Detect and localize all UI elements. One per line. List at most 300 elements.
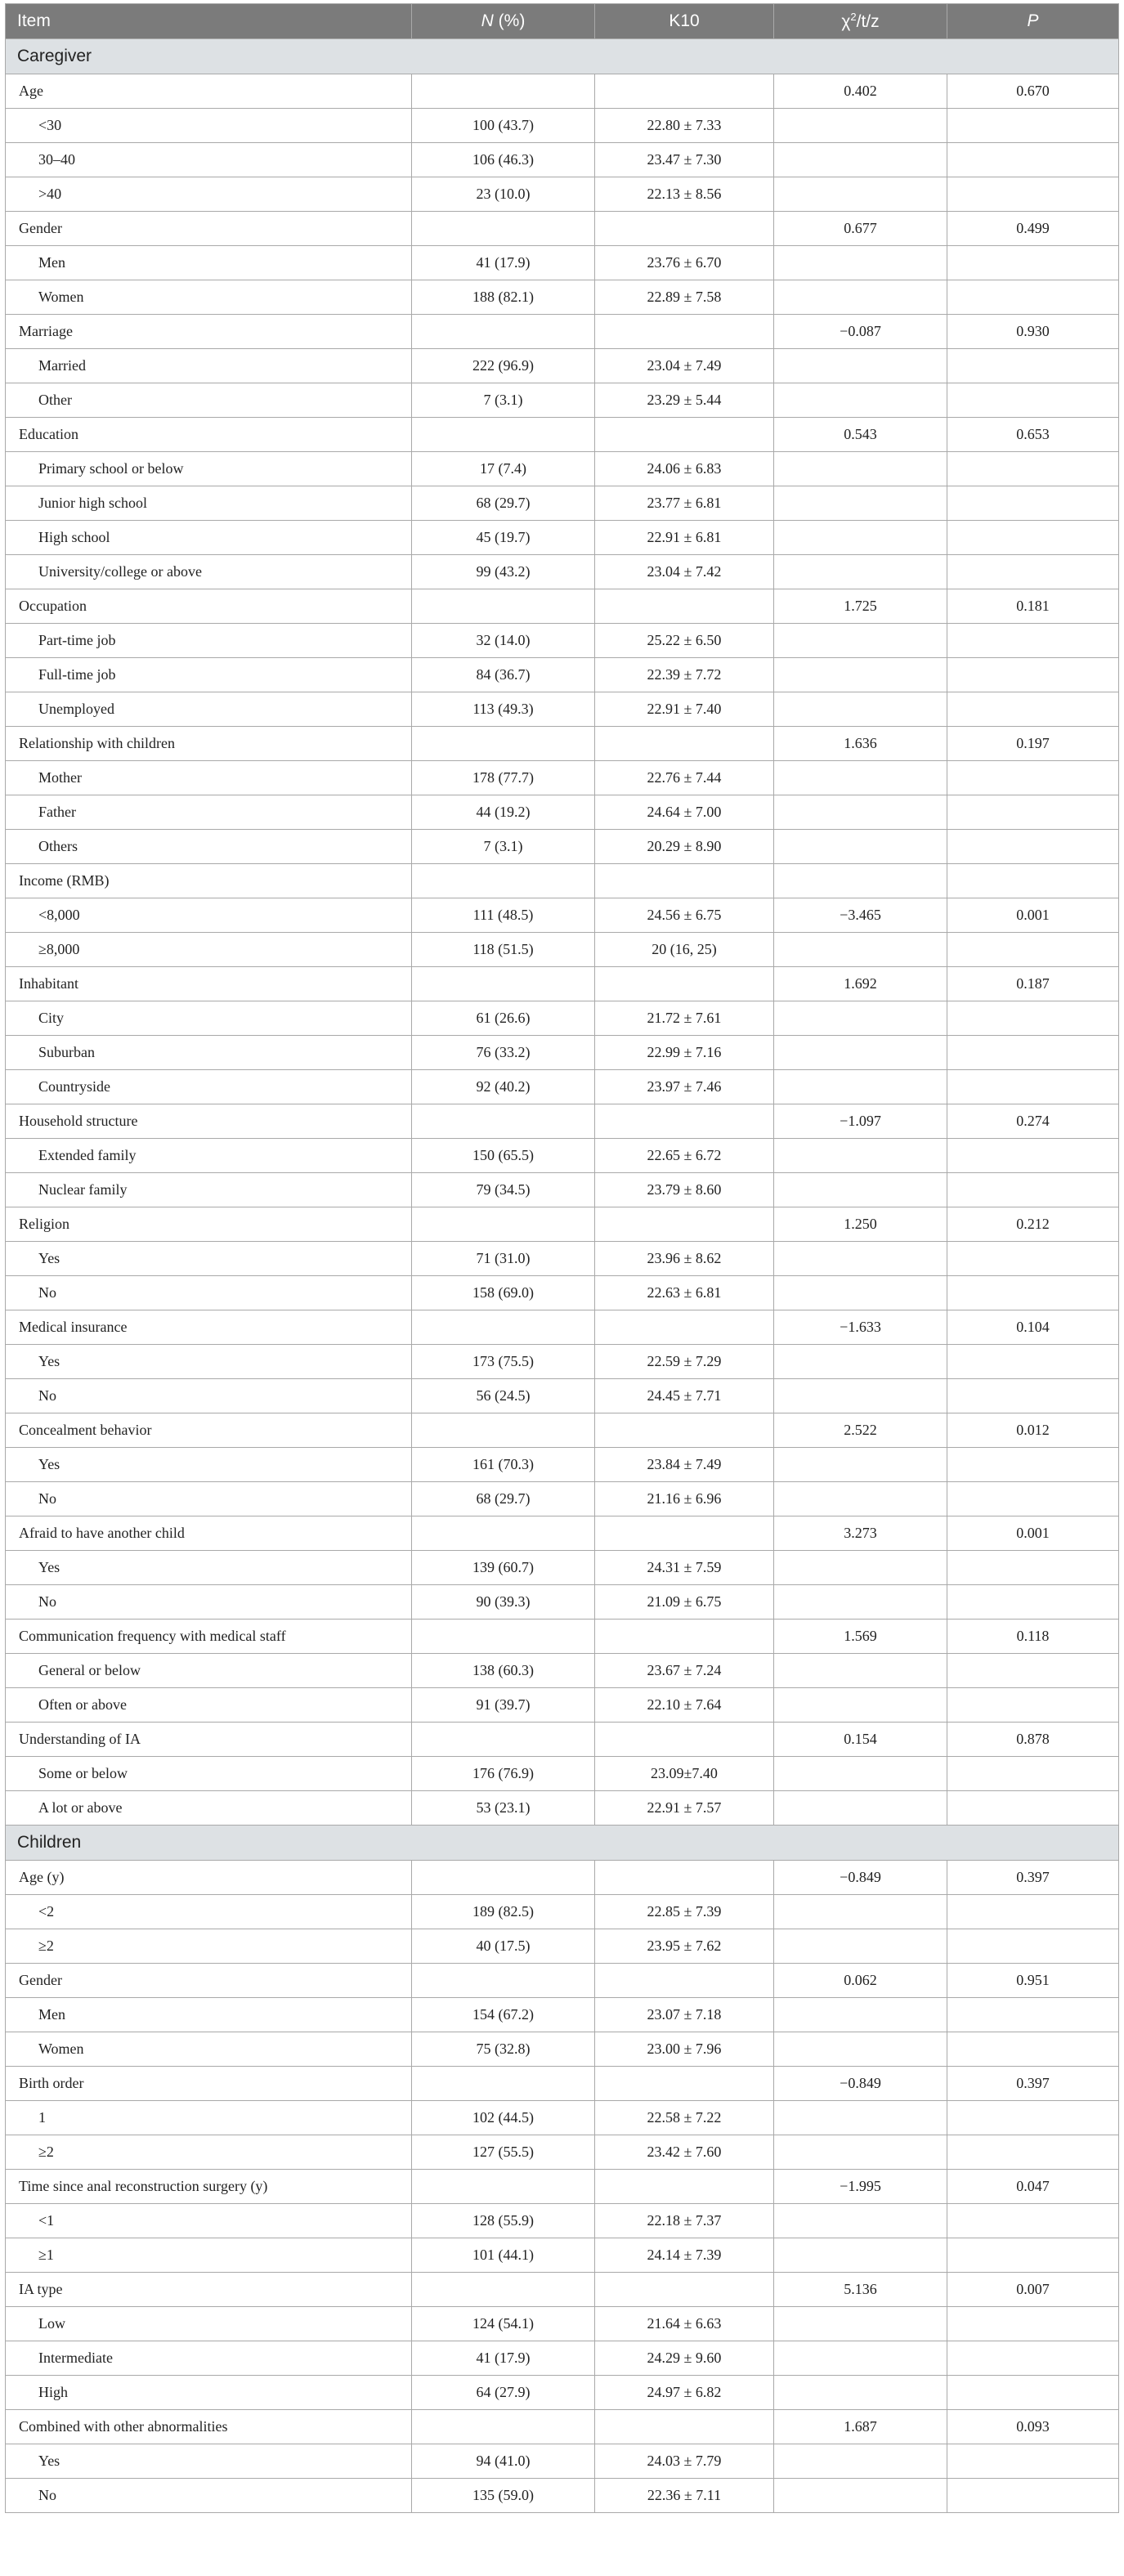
p-cell — [947, 1173, 1119, 1207]
k10-cell — [595, 315, 774, 349]
n-cell — [412, 2067, 595, 2101]
table-row — [6, 143, 1119, 177]
table-row — [6, 1070, 1119, 1104]
k10-cell: 23.67 ± 7.24 — [595, 1654, 774, 1688]
k10-cell: 22.89 ± 7.58 — [595, 280, 774, 315]
table-row — [6, 383, 1119, 418]
table-row — [6, 1688, 1119, 1723]
n-cell: 71 (31.0) — [412, 1242, 595, 1276]
row-label: No — [6, 1482, 412, 1516]
table-row — [6, 521, 1119, 555]
table-row — [6, 1482, 1119, 1516]
p-cell: 0.197 — [947, 727, 1119, 761]
k10-cell: 23.97 ± 7.46 — [595, 1070, 774, 1104]
row-label: Primary school or below — [6, 452, 412, 486]
n-cell: 41 (17.9) — [412, 246, 595, 280]
header-p: P — [947, 4, 1119, 39]
stat-cell — [774, 2307, 947, 2341]
k10-cell: 24.56 ± 6.75 — [595, 898, 774, 933]
table-row — [6, 2101, 1119, 2135]
p-cell: 0.001 — [947, 898, 1119, 933]
p-cell: 0.012 — [947, 1413, 1119, 1448]
table-row — [6, 1895, 1119, 1929]
row-label: Others — [6, 830, 412, 864]
n-cell: 102 (44.5) — [412, 2101, 595, 2135]
p-cell — [947, 1585, 1119, 1620]
k10-cell: 23.07 ± 7.18 — [595, 1998, 774, 2032]
n-cell: 90 (39.3) — [412, 1585, 595, 1620]
k10-cell: 22.36 ± 7.11 — [595, 2479, 774, 2513]
stat-cell — [774, 830, 947, 864]
table-row — [6, 1551, 1119, 1585]
table-row — [6, 2204, 1119, 2238]
p-cell — [947, 1551, 1119, 1585]
p-cell — [947, 486, 1119, 521]
n-cell: 188 (82.1) — [412, 280, 595, 315]
table-row — [6, 2444, 1119, 2479]
p-cell — [947, 452, 1119, 486]
p-cell — [947, 1757, 1119, 1791]
row-label: >40 — [6, 177, 412, 212]
stat-cell — [774, 1276, 947, 1310]
stat-cell — [774, 2101, 947, 2135]
row-label: Other — [6, 383, 412, 418]
k10-cell: 22.80 ± 7.33 — [595, 109, 774, 143]
n-cell: 76 (33.2) — [412, 1036, 595, 1070]
table-row — [6, 177, 1119, 212]
row-label: A lot or above — [6, 1791, 412, 1826]
k10-cell: 23.95 ± 7.62 — [595, 1929, 774, 1964]
group-label: Relationship with children — [6, 727, 412, 761]
row-label: Full-time job — [6, 658, 412, 692]
p-cell — [947, 2204, 1119, 2238]
stat-cell — [774, 1654, 947, 1688]
n-cell — [412, 1413, 595, 1448]
group-label: Age (y) — [6, 1861, 412, 1895]
row-label: High — [6, 2376, 412, 2410]
k10-cell — [595, 967, 774, 1001]
stat-cell: 3.273 — [774, 1516, 947, 1551]
k10-cell: 24.14 ± 7.39 — [595, 2238, 774, 2273]
n-cell: 150 (65.5) — [412, 1139, 595, 1173]
row-label: No — [6, 1585, 412, 1620]
table-row — [6, 1001, 1119, 1036]
k10-cell: 22.85 ± 7.39 — [595, 1895, 774, 1929]
p-cell — [947, 1070, 1119, 1104]
stat-cell — [774, 280, 947, 315]
table-row — [6, 246, 1119, 280]
row-label: ≥2 — [6, 2135, 412, 2170]
stat-cell: 1.250 — [774, 1207, 947, 1242]
group-row — [6, 418, 1119, 452]
stat-cell — [774, 521, 947, 555]
group-row — [6, 2410, 1119, 2444]
group-label: Concealment behavior — [6, 1413, 412, 1448]
stat-cell — [774, 692, 947, 727]
n-cell — [412, 418, 595, 452]
row-label: Men — [6, 1998, 412, 2032]
stat-cell — [774, 795, 947, 830]
n-cell: 32 (14.0) — [412, 624, 595, 658]
p-cell: 0.397 — [947, 2067, 1119, 2101]
p-cell — [947, 109, 1119, 143]
group-label: Inhabitant — [6, 967, 412, 1001]
row-label: Married — [6, 349, 412, 383]
header-row — [6, 4, 1119, 39]
p-cell — [947, 2101, 1119, 2135]
k10-cell: 22.18 ± 7.37 — [595, 2204, 774, 2238]
stat-cell: −0.849 — [774, 1861, 947, 1895]
n-cell: 128 (55.9) — [412, 2204, 595, 2238]
row-label: Part-time job — [6, 624, 412, 658]
p-cell — [947, 2479, 1119, 2513]
row-label: Yes — [6, 1551, 412, 1585]
group-label: Occupation — [6, 589, 412, 624]
stat-cell: 0.543 — [774, 418, 947, 452]
stat-cell — [774, 1791, 947, 1826]
k10-cell — [595, 1620, 774, 1654]
section-row — [6, 39, 1119, 74]
k10-cell — [595, 1723, 774, 1757]
stat-cell — [774, 1929, 947, 1964]
row-label: ≥1 — [6, 2238, 412, 2273]
n-cell: 118 (51.5) — [412, 933, 595, 967]
table-row — [6, 452, 1119, 486]
k10-cell: 23.04 ± 7.49 — [595, 349, 774, 383]
stat-cell — [774, 177, 947, 212]
k10-cell: 21.64 ± 6.63 — [595, 2307, 774, 2341]
stat-cell: 1.687 — [774, 2410, 947, 2444]
n-cell: 44 (19.2) — [412, 795, 595, 830]
n-cell — [412, 2273, 595, 2307]
n-cell: 100 (43.7) — [412, 109, 595, 143]
header-chi-sup: 2 — [850, 11, 857, 23]
table-row — [6, 2032, 1119, 2067]
n-cell: 138 (60.3) — [412, 1654, 595, 1688]
table-row — [6, 761, 1119, 795]
row-label: Some or below — [6, 1757, 412, 1791]
p-cell — [947, 864, 1119, 898]
n-cell: 91 (39.7) — [412, 1688, 595, 1723]
stat-cell — [774, 1139, 947, 1173]
table-row — [6, 555, 1119, 589]
group-row — [6, 1207, 1119, 1242]
n-cell — [412, 212, 595, 246]
header-n: N — [481, 11, 494, 30]
n-cell — [412, 1207, 595, 1242]
stat-cell — [774, 1998, 947, 2032]
stat-cell: 1.569 — [774, 1620, 947, 1654]
n-cell — [412, 74, 595, 109]
row-label: Men — [6, 246, 412, 280]
n-cell — [412, 315, 595, 349]
table-row — [6, 1448, 1119, 1482]
stat-cell — [774, 143, 947, 177]
n-cell — [412, 727, 595, 761]
k10-cell — [595, 2170, 774, 2204]
n-cell: 178 (77.7) — [412, 761, 595, 795]
row-label: <1 — [6, 2204, 412, 2238]
table-body — [6, 39, 1119, 2513]
n-cell: 124 (54.1) — [412, 2307, 595, 2341]
row-label: High school — [6, 521, 412, 555]
row-label: Women — [6, 2032, 412, 2067]
k10-cell: 24.29 ± 9.60 — [595, 2341, 774, 2376]
n-cell: 189 (82.5) — [412, 1895, 595, 1929]
table-row — [6, 795, 1119, 830]
table-row — [6, 486, 1119, 521]
stat-cell: −1.097 — [774, 1104, 947, 1139]
stat-cell — [774, 1173, 947, 1207]
stat-cell — [774, 2135, 947, 2170]
k10-cell — [595, 589, 774, 624]
row-label: No — [6, 2479, 412, 2513]
p-cell — [947, 2341, 1119, 2376]
p-cell — [947, 349, 1119, 383]
table-row — [6, 692, 1119, 727]
group-row — [6, 1964, 1119, 1998]
k10-cell: 24.06 ± 6.83 — [595, 452, 774, 486]
group-row — [6, 1723, 1119, 1757]
k10-cell: 22.65 ± 6.72 — [595, 1139, 774, 1173]
group-label: Birth order — [6, 2067, 412, 2101]
n-cell: 79 (34.5) — [412, 1173, 595, 1207]
p-cell: 0.951 — [947, 1964, 1119, 1998]
n-cell: 17 (7.4) — [412, 452, 595, 486]
k10-cell — [595, 1861, 774, 1895]
p-cell — [947, 1379, 1119, 1413]
p-cell — [947, 1448, 1119, 1482]
table-row — [6, 1242, 1119, 1276]
p-cell — [947, 1139, 1119, 1173]
stat-cell: 1.692 — [774, 967, 947, 1001]
group-row — [6, 315, 1119, 349]
row-label: City — [6, 1001, 412, 1036]
stat-cell — [774, 452, 947, 486]
n-cell: 7 (3.1) — [412, 830, 595, 864]
n-cell: 113 (49.3) — [412, 692, 595, 727]
header-n-percent — [412, 4, 595, 39]
p-cell — [947, 1791, 1119, 1826]
p-cell — [947, 761, 1119, 795]
row-label: General or below — [6, 1654, 412, 1688]
stat-cell — [774, 1448, 947, 1482]
n-cell — [412, 1723, 595, 1757]
k10-cell: 24.45 ± 7.71 — [595, 1379, 774, 1413]
n-cell — [412, 2410, 595, 2444]
n-cell — [412, 864, 595, 898]
p-cell — [947, 795, 1119, 830]
group-row — [6, 1620, 1119, 1654]
p-cell — [947, 143, 1119, 177]
p-cell — [947, 2376, 1119, 2410]
group-label: Household structure — [6, 1104, 412, 1139]
row-label: Nuclear family — [6, 1173, 412, 1207]
header-chi: χ — [841, 12, 851, 31]
p-cell — [947, 1036, 1119, 1070]
k10-cell: 23.42 ± 7.60 — [595, 2135, 774, 2170]
header-k10: K10 — [595, 4, 774, 39]
n-cell: 135 (59.0) — [412, 2479, 595, 2513]
p-cell — [947, 2135, 1119, 2170]
group-label: Education — [6, 418, 412, 452]
k10-cell — [595, 1964, 774, 1998]
k10-cell — [595, 2067, 774, 2101]
row-label: Often or above — [6, 1688, 412, 1723]
k10-cell: 23.00 ± 7.96 — [595, 2032, 774, 2067]
group-label: Communication frequency with medical staff — [6, 1620, 412, 1654]
k10-cell — [595, 1413, 774, 1448]
n-cell: 40 (17.5) — [412, 1929, 595, 1964]
stat-cell — [774, 1895, 947, 1929]
row-label: Low — [6, 2307, 412, 2341]
stat-cell: 1.636 — [774, 727, 947, 761]
p-cell: 0.499 — [947, 212, 1119, 246]
k10-cell: 23.77 ± 6.81 — [595, 486, 774, 521]
stat-cell: −3.465 — [774, 898, 947, 933]
p-cell — [947, 933, 1119, 967]
k10-cell — [595, 2410, 774, 2444]
stat-cell — [774, 1036, 947, 1070]
row-label: Unemployed — [6, 692, 412, 727]
n-cell — [412, 1516, 595, 1551]
row-label: ≥2 — [6, 1929, 412, 1964]
stat-cell: −0.849 — [774, 2067, 947, 2101]
n-cell — [412, 2170, 595, 2204]
row-label: Mother — [6, 761, 412, 795]
row-label: 1 — [6, 2101, 412, 2135]
k10-cell: 24.03 ± 7.79 — [595, 2444, 774, 2479]
table-row — [6, 280, 1119, 315]
stat-cell: 1.725 — [774, 589, 947, 624]
k10-cell: 24.64 ± 7.00 — [595, 795, 774, 830]
table-row — [6, 1173, 1119, 1207]
group-row — [6, 589, 1119, 624]
p-cell: 0.001 — [947, 1516, 1119, 1551]
n-cell: 84 (36.7) — [412, 658, 595, 692]
k10-cell: 23.09±7.40 — [595, 1757, 774, 1791]
row-label: Yes — [6, 1448, 412, 1482]
table-row — [6, 1036, 1119, 1070]
p-cell: 0.118 — [947, 1620, 1119, 1654]
table-row — [6, 1654, 1119, 1688]
n-cell: 139 (60.7) — [412, 1551, 595, 1585]
section-row — [6, 1826, 1119, 1861]
stat-cell — [774, 658, 947, 692]
k10-cell: 22.91 ± 6.81 — [595, 521, 774, 555]
n-cell: 106 (46.3) — [412, 143, 595, 177]
stat-cell — [774, 933, 947, 967]
table-row — [6, 830, 1119, 864]
n-cell: 7 (3.1) — [412, 383, 595, 418]
group-label: Gender — [6, 1964, 412, 1998]
group-row — [6, 1516, 1119, 1551]
stat-cell — [774, 1379, 947, 1413]
k10-cell: 21.09 ± 6.75 — [595, 1585, 774, 1620]
p-cell — [947, 1482, 1119, 1516]
stat-cell — [774, 864, 947, 898]
row-label: Suburban — [6, 1036, 412, 1070]
p-cell — [947, 246, 1119, 280]
p-cell: 0.930 — [947, 315, 1119, 349]
k10-cell: 22.10 ± 7.64 — [595, 1688, 774, 1723]
row-label: Yes — [6, 2444, 412, 2479]
table-row — [6, 1998, 1119, 2032]
n-cell: 99 (43.2) — [412, 555, 595, 589]
table-row — [6, 624, 1119, 658]
p-cell — [947, 692, 1119, 727]
k10-cell — [595, 74, 774, 109]
row-label: Junior high school — [6, 486, 412, 521]
p-cell — [947, 2444, 1119, 2479]
stat-cell — [774, 349, 947, 383]
stat-cell — [774, 1070, 947, 1104]
n-cell: 154 (67.2) — [412, 1998, 595, 2032]
stat-cell: 2.522 — [774, 1413, 947, 1448]
group-row — [6, 212, 1119, 246]
k10-cell — [595, 2273, 774, 2307]
p-cell: 0.212 — [947, 1207, 1119, 1242]
k10-cell — [595, 212, 774, 246]
stat-cell: −1.995 — [774, 2170, 947, 2204]
k10-cell: 22.63 ± 6.81 — [595, 1276, 774, 1310]
stat-cell: −0.087 — [774, 315, 947, 349]
table-row — [6, 933, 1119, 967]
stat-cell — [774, 1001, 947, 1036]
n-cell: 127 (55.5) — [412, 2135, 595, 2170]
n-cell: 158 (69.0) — [412, 1276, 595, 1310]
k10-cell: 21.16 ± 6.96 — [595, 1482, 774, 1516]
stat-cell: −1.633 — [774, 1310, 947, 1345]
p-cell — [947, 2238, 1119, 2273]
k10-cell — [595, 1516, 774, 1551]
group-row — [6, 727, 1119, 761]
k10-cell: 22.39 ± 7.72 — [595, 658, 774, 692]
table-row — [6, 898, 1119, 933]
group-label: Income (RMB) — [6, 864, 412, 898]
row-label: Countryside — [6, 1070, 412, 1104]
p-cell: 0.670 — [947, 74, 1119, 109]
table-row — [6, 1379, 1119, 1413]
table-row — [6, 349, 1119, 383]
stat-cell: 0.677 — [774, 212, 947, 246]
table-row — [6, 1139, 1119, 1173]
group-row — [6, 2170, 1119, 2204]
p-cell — [947, 1895, 1119, 1929]
k10-cell: 25.22 ± 6.50 — [595, 624, 774, 658]
k10-cell: 20 (16, 25) — [595, 933, 774, 967]
k10-cell — [595, 418, 774, 452]
p-cell: 0.397 — [947, 1861, 1119, 1895]
k10-cell: 24.97 ± 6.82 — [595, 2376, 774, 2410]
table-row — [6, 2341, 1119, 2376]
n-cell — [412, 967, 595, 1001]
group-row — [6, 967, 1119, 1001]
n-cell: 94 (41.0) — [412, 2444, 595, 2479]
stat-cell — [774, 2479, 947, 2513]
k10-cell: 23.84 ± 7.49 — [595, 1448, 774, 1482]
stat-cell — [774, 1757, 947, 1791]
k10-cell: 22.13 ± 8.56 — [595, 177, 774, 212]
group-label: Marriage — [6, 315, 412, 349]
p-cell — [947, 1345, 1119, 1379]
n-cell: 56 (24.5) — [412, 1379, 595, 1413]
table-row — [6, 2238, 1119, 2273]
n-cell — [412, 1861, 595, 1895]
k10-cell: 23.47 ± 7.30 — [595, 143, 774, 177]
p-cell: 0.007 — [947, 2273, 1119, 2307]
group-row — [6, 1413, 1119, 1448]
